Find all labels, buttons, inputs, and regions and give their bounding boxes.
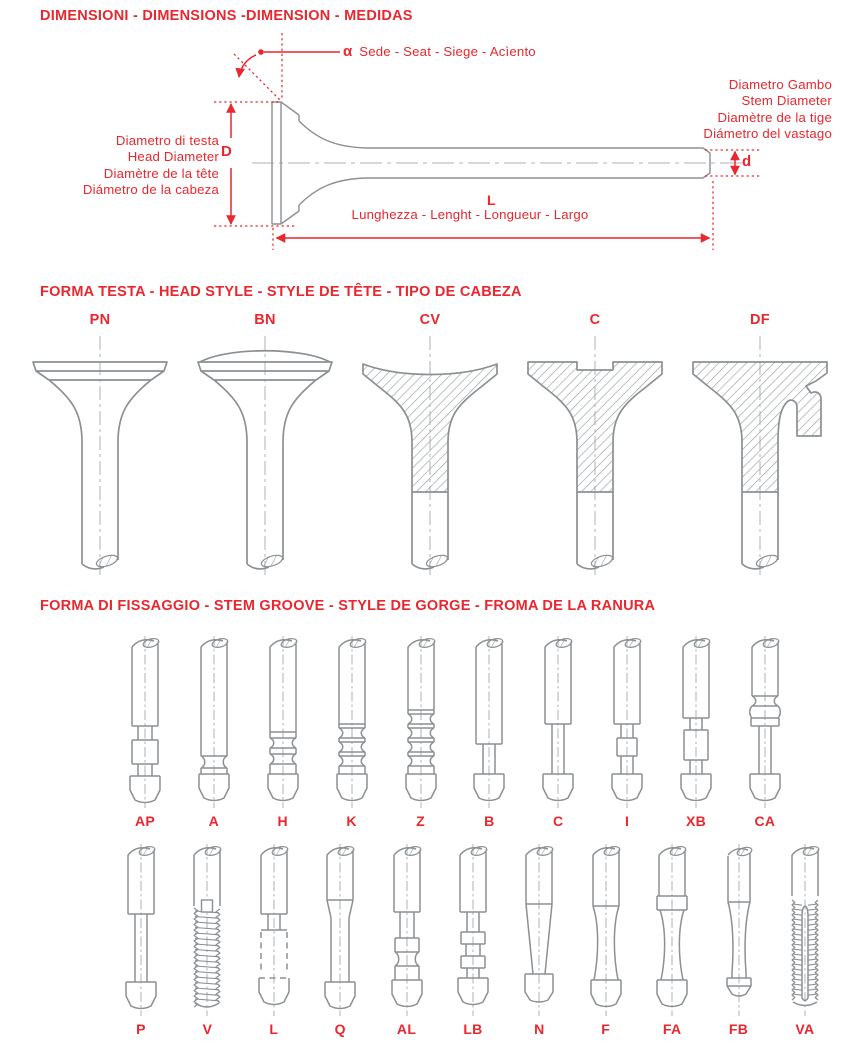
stem-groove-figure	[108, 842, 174, 1037]
stem-groove-drawing-AL	[374, 842, 440, 1018]
stem-groove-figure	[573, 842, 639, 1037]
stem-groove-label: AP	[134, 813, 156, 829]
stem-diameter-line-en: Stem Diameter	[741, 93, 832, 109]
stem-groove-drawing-Q	[307, 842, 373, 1018]
head-style-drawing-C	[520, 332, 670, 580]
stem-groove-figure	[388, 634, 454, 829]
angle-annotation	[234, 33, 340, 102]
stem-groove-figure	[374, 842, 440, 1037]
stem-groove-figure	[112, 634, 178, 829]
stem-groove-figure	[732, 634, 798, 829]
stem-groove-label: C	[553, 813, 564, 829]
stem-groove-drawing-H	[250, 634, 316, 810]
length-symbol: L	[487, 192, 496, 208]
stem-groove-drawing-L	[241, 842, 307, 1018]
stem-groove-drawing-B	[456, 634, 522, 810]
head-style-figure	[685, 312, 835, 580]
stem-groove-label: CA	[754, 813, 776, 829]
stem-groove-label: FB	[728, 1021, 749, 1037]
stem-groove-label: F	[601, 1021, 611, 1037]
stem-groove-label: B	[484, 813, 495, 829]
stem-groove-label: VA	[795, 1021, 815, 1037]
stem-groove-drawing-I	[594, 634, 660, 810]
seat-label-text: Sede - Seat - Siege - Acìento	[359, 44, 536, 59]
head-diameter-line-it: Diametro di testa	[115, 133, 219, 148]
stem-groove-drawing-VA	[772, 842, 838, 1018]
stem-groove-figure	[307, 842, 373, 1037]
head-style-row	[25, 312, 835, 580]
stem-groove-label: H	[277, 813, 288, 829]
head-style-figure	[190, 312, 340, 580]
stem-groove-label: FA	[662, 1021, 682, 1037]
stem-groove-drawing-CA	[732, 634, 798, 810]
head-style-figure	[25, 312, 175, 580]
stem-groove-drawing-V	[174, 842, 240, 1018]
stem-groove-title: FORMA DI FISSAGGIO - STEM GROOVE - STYLE DE GORGE - FROMA DE LA RANURA	[40, 598, 656, 614]
head-diameter-line-es: Diámetro de la cabeza	[82, 182, 219, 198]
stem-diameter-line-fr: Diamètre de la tige	[717, 109, 832, 125]
stem-groove-figure	[174, 842, 240, 1037]
head-style-figure	[355, 312, 505, 580]
dimensions-title: DIMENSIONI - DIMENSIONS -DIMENSION - MEDIDAS	[40, 8, 413, 24]
stem-groove-label: AL	[396, 1021, 417, 1037]
stem-groove-drawing-FB	[706, 842, 772, 1018]
stem-diameter-symbol: d	[742, 153, 752, 170]
stem-diameter-line-es: Diámetro del vastago	[703, 126, 832, 142]
stem-groove-label: N	[534, 1021, 545, 1037]
stem-groove-row-1	[112, 634, 798, 829]
stem-groove-label: XB	[685, 813, 707, 829]
head-diameter-annotation	[214, 102, 296, 226]
stem-groove-label: I	[625, 813, 630, 829]
stem-groove-figure	[639, 842, 705, 1037]
stem-groove-label: LB	[463, 1021, 483, 1037]
head-style-label: C	[589, 312, 601, 328]
stem-diameter-label	[703, 77, 832, 143]
alpha-symbol: α	[343, 43, 353, 60]
head-style-drawing-DF	[685, 332, 835, 580]
head-diameter-line-fr: Diamètre de la tête	[103, 165, 219, 181]
length-label: Lunghezza - Lenght - Longueur - Largo	[351, 207, 589, 222]
head-style-figure	[520, 312, 670, 580]
stem-groove-label: A	[208, 813, 220, 829]
head-diameter-line-en: Head Diameter	[127, 149, 219, 165]
seat-angle-label	[343, 43, 536, 60]
stem-groove-drawing-C	[525, 634, 591, 810]
stem-groove-drawing-Z	[388, 634, 454, 810]
stem-groove-figure	[319, 634, 385, 829]
head-diameter-symbol: D	[221, 143, 232, 160]
stem-groove-figure	[250, 634, 316, 829]
stem-groove-figure	[456, 634, 522, 829]
stem-diameter-line-it: Diametro Gambo	[728, 77, 832, 92]
head-style-title: FORMA TESTA - HEAD STYLE - STYLE DE TÊTE - TIPO DE CABEZA	[40, 284, 522, 300]
stem-groove-figure	[440, 842, 506, 1037]
head-style-drawing-BN	[190, 332, 340, 580]
stem-groove-figure	[181, 634, 247, 829]
head-style-label: PN	[89, 312, 111, 328]
stem-groove-label: V	[202, 1021, 213, 1037]
dimensions-section	[0, 0, 860, 268]
stem-groove-drawing-P	[108, 842, 174, 1018]
stem-groove-label: Z	[416, 813, 425, 829]
head-style-label: BN	[254, 312, 276, 328]
stem-groove-drawing-AP	[112, 634, 178, 810]
stem-groove-label: P	[136, 1021, 146, 1037]
stem-groove-figure	[663, 634, 729, 829]
stem-groove-drawing-N	[506, 842, 572, 1018]
stem-groove-drawing-FA	[639, 842, 705, 1018]
stem-groove-row-2	[108, 842, 838, 1037]
stem-groove-label: L	[269, 1021, 279, 1037]
stem-groove-drawing-K	[319, 634, 385, 810]
stem-groove-figure	[772, 842, 838, 1037]
head-style-drawing-CV	[355, 332, 505, 580]
stem-groove-label: Q	[334, 1021, 346, 1037]
head-style-label: CV	[419, 312, 441, 328]
head-diameter-label	[83, 133, 219, 199]
stem-groove-figure	[594, 634, 660, 829]
stem-groove-figure	[506, 842, 572, 1037]
stem-groove-label: K	[346, 813, 357, 829]
stem-groove-figure	[706, 842, 772, 1037]
stem-groove-drawing-LB	[440, 842, 506, 1018]
stem-groove-figure	[525, 634, 591, 829]
stem-groove-drawing-F	[573, 842, 639, 1018]
head-style-drawing-PN	[25, 332, 175, 580]
head-style-label: DF	[750, 312, 770, 328]
stem-groove-drawing-XB	[663, 634, 729, 810]
stem-groove-drawing-A	[181, 634, 247, 810]
stem-groove-figure	[241, 842, 307, 1037]
